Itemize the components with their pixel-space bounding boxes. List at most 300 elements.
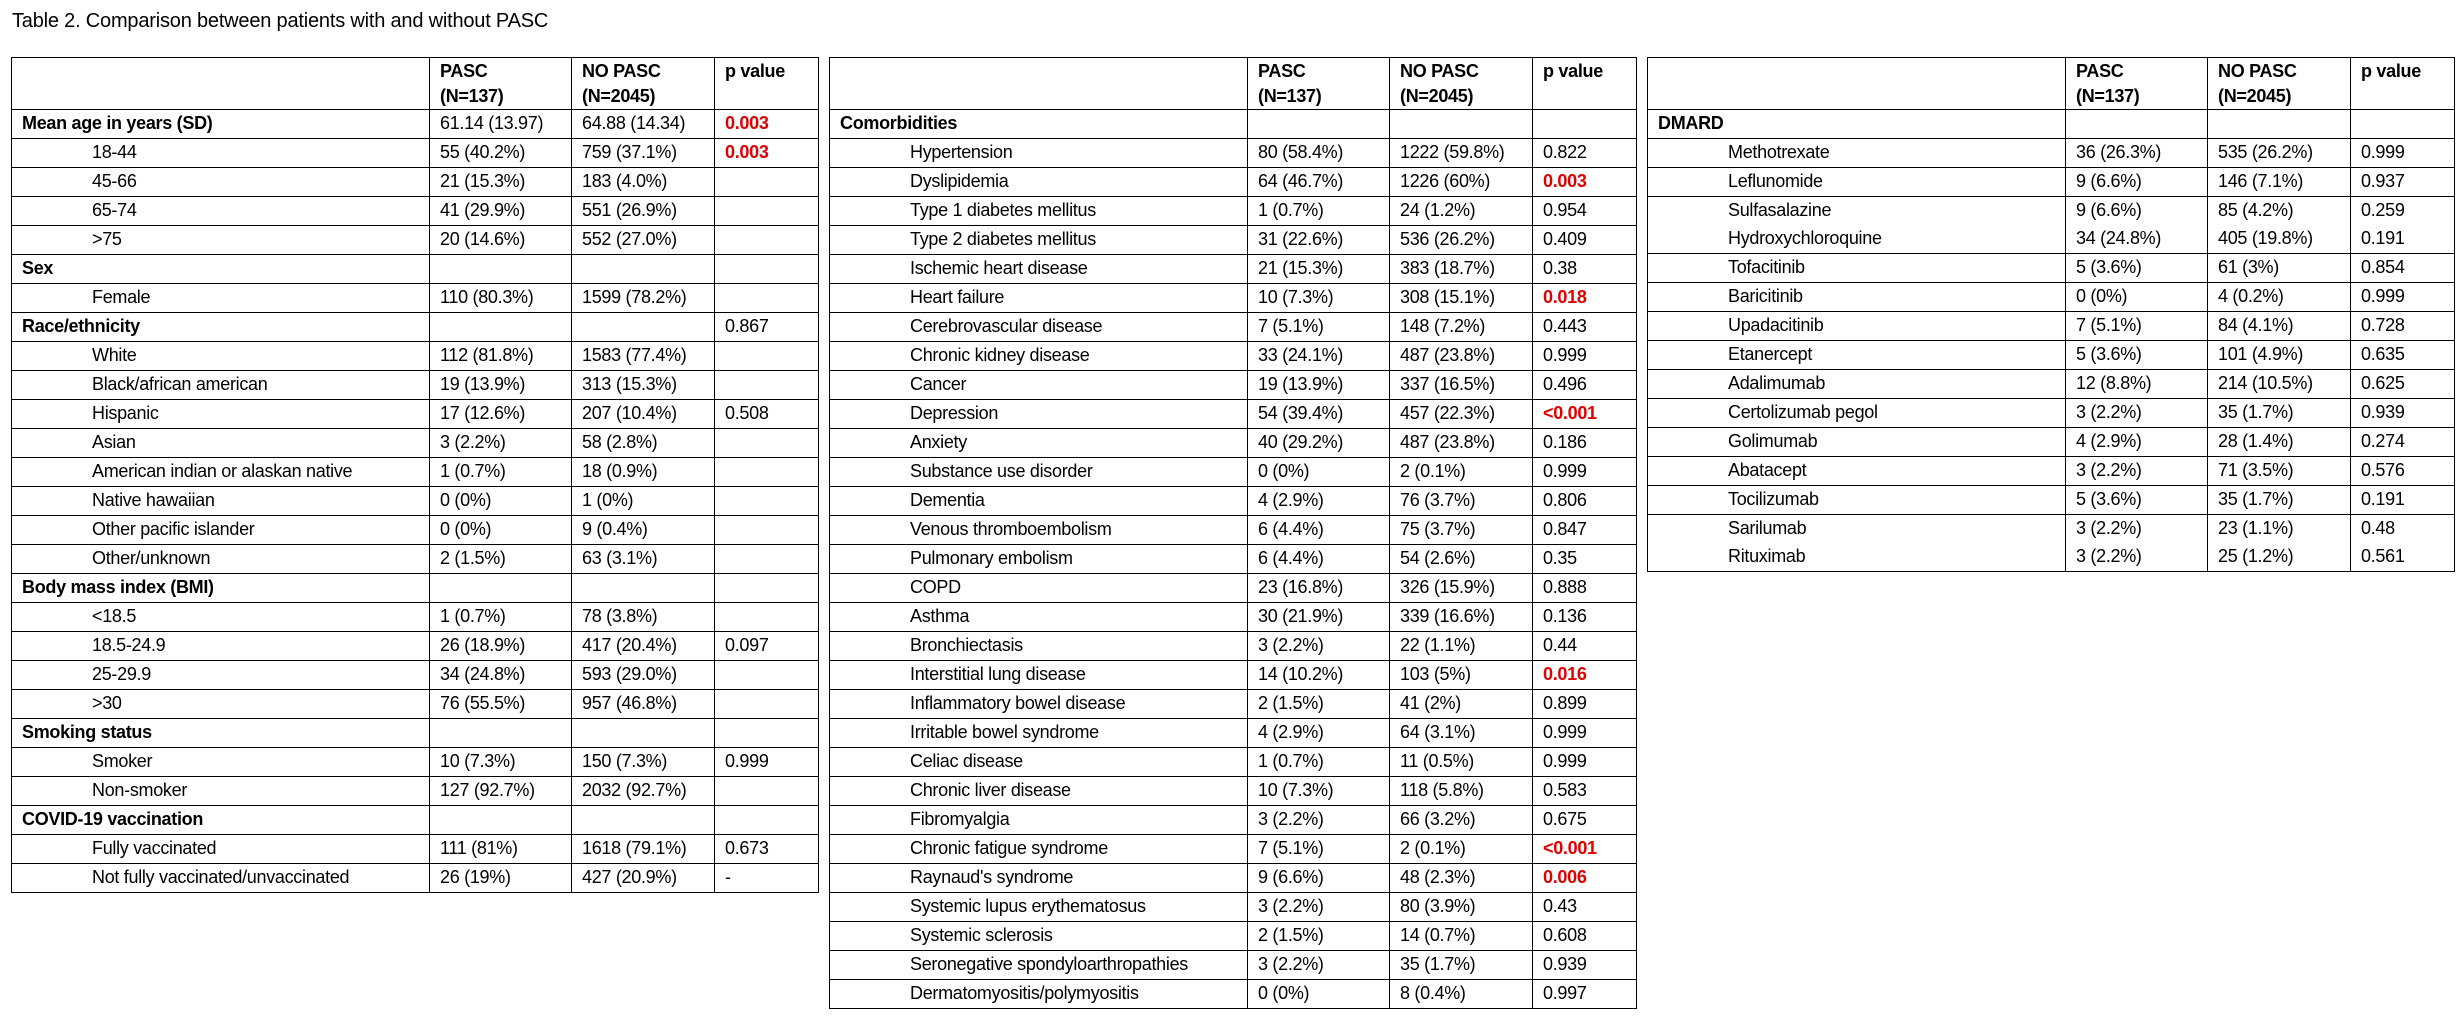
p-value: 0.48 bbox=[2351, 515, 2455, 544]
row-label: Dementia bbox=[830, 487, 1248, 516]
pasc-value: 21 (15.3%) bbox=[1248, 255, 1390, 284]
p-value: 0.409 bbox=[1533, 226, 1637, 255]
pasc-value: 5 (3.6%) bbox=[2066, 341, 2208, 370]
row-label: Dermatomyositis/polymyositis bbox=[830, 980, 1248, 1009]
p-value bbox=[715, 168, 819, 197]
no-pasc-value: 25 (1.2%) bbox=[2208, 543, 2351, 572]
table-row bbox=[830, 168, 1637, 197]
no-pasc-value: 536 (26.2%) bbox=[1390, 226, 1533, 255]
row-label: DMARD bbox=[1648, 110, 2066, 139]
row-label: Asthma bbox=[830, 603, 1248, 632]
no-pasc-value: 1599 (78.2%) bbox=[572, 284, 715, 313]
pasc-value: 7 (5.1%) bbox=[1248, 835, 1390, 864]
table-row bbox=[830, 980, 1637, 1009]
table-row bbox=[1648, 399, 2455, 428]
category-row bbox=[12, 313, 819, 342]
pasc-value: 4 (2.9%) bbox=[1248, 487, 1390, 516]
header-p-value-line: p value bbox=[1543, 61, 1603, 81]
no-pasc-value: 9 (0.4%) bbox=[572, 516, 715, 545]
no-pasc-value: 551 (26.9%) bbox=[572, 197, 715, 226]
pasc-value: 1 (0.7%) bbox=[430, 603, 572, 632]
p-value: 0.854 bbox=[2351, 254, 2455, 283]
pasc-value bbox=[430, 719, 572, 748]
p-value: 0.675 bbox=[1533, 806, 1637, 835]
table-row bbox=[12, 284, 819, 313]
row-label: Mean age in years (SD) bbox=[12, 110, 430, 139]
table-row bbox=[1648, 341, 2455, 370]
no-pasc-value: 14 (0.7%) bbox=[1390, 922, 1533, 951]
row-label: Methotrexate bbox=[1648, 139, 2066, 168]
row-label: Upadacitinib bbox=[1648, 312, 2066, 341]
row-label: Asian bbox=[12, 429, 430, 458]
p-value: 0.635 bbox=[2351, 341, 2455, 370]
no-pasc-value: 8 (0.4%) bbox=[1390, 980, 1533, 1009]
p-value: 0.999 bbox=[1533, 342, 1637, 371]
row-label: Etanercept bbox=[1648, 341, 2066, 370]
category-row bbox=[12, 719, 819, 748]
row-label: Cerebrovascular disease bbox=[830, 313, 1248, 342]
row-label: Seronegative spondyloarthropathies bbox=[830, 951, 1248, 980]
header-no-pasc-line: (N=2045) bbox=[2218, 86, 2292, 106]
pasc-value: 40 (29.2%) bbox=[1248, 429, 1390, 458]
p-value: 0.443 bbox=[1533, 313, 1637, 342]
row-label: Comorbidities bbox=[830, 110, 1248, 139]
pasc-value: 1 (0.7%) bbox=[1248, 197, 1390, 226]
p-value: 0.186 bbox=[1533, 429, 1637, 458]
table-row bbox=[830, 719, 1637, 748]
row-label: Bronchiectasis bbox=[830, 632, 1248, 661]
p-value: 0.136 bbox=[1533, 603, 1637, 632]
table-row bbox=[1648, 486, 2455, 515]
header-variable bbox=[830, 58, 1248, 110]
pasc-value: 3 (2.2%) bbox=[2066, 543, 2208, 572]
p-value bbox=[715, 371, 819, 400]
no-pasc-value: 535 (26.2%) bbox=[2208, 139, 2351, 168]
no-pasc-value: 207 (10.4%) bbox=[572, 400, 715, 429]
p-value bbox=[715, 255, 819, 284]
row-label: 25-29.9 bbox=[12, 661, 430, 690]
table-row bbox=[12, 197, 819, 226]
no-pasc-value: 101 (4.9%) bbox=[2208, 341, 2351, 370]
pasc-value: 127 (92.7%) bbox=[430, 777, 572, 806]
row-label: Other/unknown bbox=[12, 545, 430, 574]
no-pasc-value: 71 (3.5%) bbox=[2208, 457, 2351, 486]
row-label: COVID-19 vaccination bbox=[12, 806, 430, 835]
header-p-value-line: p value bbox=[2361, 61, 2421, 81]
header-pasc bbox=[1248, 58, 1390, 110]
table-row bbox=[830, 284, 1637, 313]
pasc-value: 41 (29.9%) bbox=[430, 197, 572, 226]
p-value: 0.35 bbox=[1533, 545, 1637, 574]
pasc-value: 3 (2.2%) bbox=[2066, 399, 2208, 428]
pasc-value: 4 (2.9%) bbox=[2066, 428, 2208, 457]
table-row bbox=[830, 197, 1637, 226]
header-pasc-line: (N=137) bbox=[1258, 86, 1322, 106]
no-pasc-value bbox=[572, 806, 715, 835]
p-value bbox=[715, 458, 819, 487]
p-value: 0.496 bbox=[1533, 371, 1637, 400]
p-value: 0.274 bbox=[2351, 428, 2455, 457]
row-label: Hypertension bbox=[830, 139, 1248, 168]
table-row bbox=[830, 632, 1637, 661]
dmard-table bbox=[1647, 57, 2455, 572]
pasc-value: 4 (2.9%) bbox=[1248, 719, 1390, 748]
pasc-value: 5 (3.6%) bbox=[2066, 486, 2208, 515]
header-no-pasc bbox=[1390, 58, 1533, 110]
pasc-value: 7 (5.1%) bbox=[2066, 312, 2208, 341]
no-pasc-value: 383 (18.7%) bbox=[1390, 255, 1533, 284]
row-label: Inflammatory bowel disease bbox=[830, 690, 1248, 719]
row-label: Chronic kidney disease bbox=[830, 342, 1248, 371]
table-row bbox=[1648, 254, 2455, 283]
pasc-value: 9 (6.6%) bbox=[1248, 864, 1390, 893]
no-pasc-value: 1583 (77.4%) bbox=[572, 342, 715, 371]
row-label: 18.5-24.9 bbox=[12, 632, 430, 661]
category-row bbox=[12, 806, 819, 835]
no-pasc-value: 457 (22.3%) bbox=[1390, 400, 1533, 429]
no-pasc-value: 35 (1.7%) bbox=[2208, 486, 2351, 515]
header-variable bbox=[12, 58, 430, 110]
category-row bbox=[12, 110, 819, 139]
table-row bbox=[12, 603, 819, 632]
table-row bbox=[830, 951, 1637, 980]
table-row bbox=[830, 516, 1637, 545]
row-label: Depression bbox=[830, 400, 1248, 429]
header-p-value bbox=[2351, 58, 2455, 110]
demographics-table bbox=[11, 57, 819, 893]
header-p-value bbox=[1533, 58, 1637, 110]
no-pasc-value: 85 (4.2%) bbox=[2208, 197, 2351, 226]
pasc-value: 3 (2.2%) bbox=[430, 429, 572, 458]
row-label: Hispanic bbox=[12, 400, 430, 429]
pasc-value: 21 (15.3%) bbox=[430, 168, 572, 197]
header-no-pasc-line: NO PASC bbox=[582, 61, 661, 81]
no-pasc-value: 58 (2.8%) bbox=[572, 429, 715, 458]
row-label: Raynaud's syndrome bbox=[830, 864, 1248, 893]
no-pasc-value: 487 (23.8%) bbox=[1390, 429, 1533, 458]
no-pasc-value: 183 (4.0%) bbox=[572, 168, 715, 197]
pasc-value: 36 (26.3%) bbox=[2066, 139, 2208, 168]
row-label: Irritable bowel syndrome bbox=[830, 719, 1248, 748]
p-value: 0.806 bbox=[1533, 487, 1637, 516]
no-pasc-value: 75 (3.7%) bbox=[1390, 516, 1533, 545]
table-row bbox=[12, 777, 819, 806]
header-no-pasc-line: NO PASC bbox=[1400, 61, 1479, 81]
no-pasc-value: 313 (15.3%) bbox=[572, 371, 715, 400]
row-label: Body mass index (BMI) bbox=[12, 574, 430, 603]
table-row bbox=[830, 400, 1637, 429]
table-row bbox=[1648, 283, 2455, 312]
table-row bbox=[830, 777, 1637, 806]
row-label: Hydroxychloroquine bbox=[1648, 225, 2066, 254]
header-pasc bbox=[2066, 58, 2208, 110]
p-value bbox=[715, 603, 819, 632]
no-pasc-value: 64 (3.1%) bbox=[1390, 719, 1533, 748]
table-row bbox=[12, 458, 819, 487]
no-pasc-value: 326 (15.9%) bbox=[1390, 574, 1533, 603]
row-label: Tocilizumab bbox=[1648, 486, 2066, 515]
table-row bbox=[1648, 197, 2455, 226]
pasc-value: 34 (24.8%) bbox=[2066, 225, 2208, 254]
table-row bbox=[830, 342, 1637, 371]
p-value: 0.576 bbox=[2351, 457, 2455, 486]
no-pasc-value bbox=[572, 313, 715, 342]
p-value: 0.999 bbox=[715, 748, 819, 777]
row-label: Interstitial lung disease bbox=[830, 661, 1248, 690]
table-row bbox=[12, 835, 819, 864]
table-row bbox=[12, 429, 819, 458]
table-row bbox=[830, 545, 1637, 574]
no-pasc-value: 66 (3.2%) bbox=[1390, 806, 1533, 835]
p-value bbox=[715, 226, 819, 255]
row-label: Ischemic heart disease bbox=[830, 255, 1248, 284]
p-value bbox=[715, 284, 819, 313]
header-variable bbox=[1648, 58, 2066, 110]
p-value-significant: 0.006 bbox=[1533, 864, 1637, 893]
no-pasc-value: 22 (1.1%) bbox=[1390, 632, 1533, 661]
pasc-value: 7 (5.1%) bbox=[1248, 313, 1390, 342]
p-value: 0.847 bbox=[1533, 516, 1637, 545]
table-row bbox=[830, 487, 1637, 516]
no-pasc-value bbox=[572, 574, 715, 603]
p-value: 0.191 bbox=[2351, 225, 2455, 254]
p-value: 0.728 bbox=[2351, 312, 2455, 341]
row-label: Adalimumab bbox=[1648, 370, 2066, 399]
p-value bbox=[715, 806, 819, 835]
table-row bbox=[830, 690, 1637, 719]
no-pasc-value: 593 (29.0%) bbox=[572, 661, 715, 690]
row-label: Not fully vaccinated/unvaccinated bbox=[12, 864, 430, 893]
p-value: 0.625 bbox=[2351, 370, 2455, 399]
header-no-pasc-line: (N=2045) bbox=[1400, 86, 1474, 106]
pasc-value: 0 (0%) bbox=[1248, 458, 1390, 487]
pasc-value: 20 (14.6%) bbox=[430, 226, 572, 255]
pasc-value bbox=[430, 255, 572, 284]
row-label: Pulmonary embolism bbox=[830, 545, 1248, 574]
row-label: Venous thromboembolism bbox=[830, 516, 1248, 545]
p-value-significant: 0.018 bbox=[1533, 284, 1637, 313]
p-value: 0.38 bbox=[1533, 255, 1637, 284]
pasc-value: 33 (24.1%) bbox=[1248, 342, 1390, 371]
no-pasc-value bbox=[572, 255, 715, 284]
p-value bbox=[715, 777, 819, 806]
row-label: Type 1 diabetes mellitus bbox=[830, 197, 1248, 226]
table-row bbox=[830, 835, 1637, 864]
p-value: 0.999 bbox=[2351, 283, 2455, 312]
table-row bbox=[12, 487, 819, 516]
no-pasc-value: 24 (1.2%) bbox=[1390, 197, 1533, 226]
no-pasc-value bbox=[572, 719, 715, 748]
no-pasc-value bbox=[2208, 110, 2351, 139]
p-value bbox=[1533, 110, 1637, 139]
pasc-value: 2 (1.5%) bbox=[1248, 690, 1390, 719]
pasc-value: 61.14 (13.97) bbox=[430, 110, 572, 139]
table-row bbox=[830, 893, 1637, 922]
row-label: Race/ethnicity bbox=[12, 313, 430, 342]
pasc-value: 55 (40.2%) bbox=[430, 139, 572, 168]
p-value bbox=[715, 574, 819, 603]
no-pasc-value: 339 (16.6%) bbox=[1390, 603, 1533, 632]
no-pasc-value: 2 (0.1%) bbox=[1390, 458, 1533, 487]
p-value bbox=[715, 342, 819, 371]
table-row bbox=[1648, 515, 2455, 544]
no-pasc-value: 405 (19.8%) bbox=[2208, 225, 2351, 254]
row-label: Chronic fatigue syndrome bbox=[830, 835, 1248, 864]
row-label: Non-smoker bbox=[12, 777, 430, 806]
no-pasc-value: 1 (0%) bbox=[572, 487, 715, 516]
p-value: 0.097 bbox=[715, 632, 819, 661]
header-pasc-line: PASC bbox=[2076, 61, 2124, 81]
no-pasc-value: 118 (5.8%) bbox=[1390, 777, 1533, 806]
row-label: Anxiety bbox=[830, 429, 1248, 458]
no-pasc-value: 78 (3.8%) bbox=[572, 603, 715, 632]
row-label: White bbox=[12, 342, 430, 371]
no-pasc-value: 1226 (60%) bbox=[1390, 168, 1533, 197]
table-row bbox=[1648, 312, 2455, 341]
pasc-value: 34 (24.8%) bbox=[430, 661, 572, 690]
p-value: 0.608 bbox=[1533, 922, 1637, 951]
row-label: Other pacific islander bbox=[12, 516, 430, 545]
pasc-value bbox=[1248, 110, 1390, 139]
p-value bbox=[715, 487, 819, 516]
table-row bbox=[1648, 428, 2455, 457]
no-pasc-value: 487 (23.8%) bbox=[1390, 342, 1533, 371]
row-label: American indian or alaskan native bbox=[12, 458, 430, 487]
p-value bbox=[715, 197, 819, 226]
pasc-value: 10 (7.3%) bbox=[430, 748, 572, 777]
no-pasc-value: 23 (1.1%) bbox=[2208, 515, 2351, 544]
header-no-pasc-line: (N=2045) bbox=[582, 86, 656, 106]
row-label: Cancer bbox=[830, 371, 1248, 400]
pasc-value: 0 (0%) bbox=[2066, 283, 2208, 312]
no-pasc-value: 41 (2%) bbox=[1390, 690, 1533, 719]
row-label: Systemic sclerosis bbox=[830, 922, 1248, 951]
row-label: Dyslipidemia bbox=[830, 168, 1248, 197]
pasc-value: 14 (10.2%) bbox=[1248, 661, 1390, 690]
pasc-value: 10 (7.3%) bbox=[1248, 284, 1390, 313]
row-label: COPD bbox=[830, 574, 1248, 603]
p-value: 0.937 bbox=[2351, 168, 2455, 197]
pasc-value: 0 (0%) bbox=[430, 516, 572, 545]
row-label: Tofacitinib bbox=[1648, 254, 2066, 283]
pasc-value: 12 (8.8%) bbox=[2066, 370, 2208, 399]
table-row bbox=[830, 139, 1637, 168]
p-value: 0.999 bbox=[1533, 748, 1637, 777]
header-pasc bbox=[430, 58, 572, 110]
table-row bbox=[12, 516, 819, 545]
row-label: Substance use disorder bbox=[830, 458, 1248, 487]
pasc-value: 2 (1.5%) bbox=[430, 545, 572, 574]
header-row bbox=[1648, 58, 2455, 110]
no-pasc-value: 76 (3.7%) bbox=[1390, 487, 1533, 516]
row-label: Native hawaiian bbox=[12, 487, 430, 516]
row-label: Female bbox=[12, 284, 430, 313]
p-value-significant: 0.003 bbox=[1533, 168, 1637, 197]
row-label: Type 2 diabetes mellitus bbox=[830, 226, 1248, 255]
pasc-value: 23 (16.8%) bbox=[1248, 574, 1390, 603]
pasc-value: 3 (2.2%) bbox=[2066, 457, 2208, 486]
p-value-significant: 0.003 bbox=[715, 110, 819, 139]
category-row bbox=[830, 110, 1637, 139]
no-pasc-value: 11 (0.5%) bbox=[1390, 748, 1533, 777]
p-value: 0.43 bbox=[1533, 893, 1637, 922]
row-label: Sex bbox=[12, 255, 430, 284]
header-p-value-line: p value bbox=[725, 61, 785, 81]
pasc-value: 0 (0%) bbox=[1248, 980, 1390, 1009]
pasc-value: 3 (2.2%) bbox=[1248, 951, 1390, 980]
table-row bbox=[830, 371, 1637, 400]
no-pasc-value: 427 (20.9%) bbox=[572, 864, 715, 893]
no-pasc-value: 28 (1.4%) bbox=[2208, 428, 2351, 457]
no-pasc-value: 54 (2.6%) bbox=[1390, 545, 1533, 574]
table-row bbox=[830, 922, 1637, 951]
no-pasc-value: 84 (4.1%) bbox=[2208, 312, 2351, 341]
table-row bbox=[830, 748, 1637, 777]
pasc-value bbox=[2066, 110, 2208, 139]
table-row bbox=[1648, 225, 2455, 254]
p-value: 0.191 bbox=[2351, 486, 2455, 515]
pasc-value: 2 (1.5%) bbox=[1248, 922, 1390, 951]
pasc-value: 3 (2.2%) bbox=[1248, 893, 1390, 922]
pasc-value: 26 (19%) bbox=[430, 864, 572, 893]
pasc-value: 10 (7.3%) bbox=[1248, 777, 1390, 806]
pasc-value: 76 (55.5%) bbox=[430, 690, 572, 719]
p-value-significant: 0.016 bbox=[1533, 661, 1637, 690]
pasc-value: 111 (81%) bbox=[430, 835, 572, 864]
table-row bbox=[830, 255, 1637, 284]
no-pasc-value: 1222 (59.8%) bbox=[1390, 139, 1533, 168]
table-row bbox=[12, 864, 819, 893]
no-pasc-value: 64.88 (14.34) bbox=[572, 110, 715, 139]
table-row bbox=[830, 313, 1637, 342]
p-value: 0.954 bbox=[1533, 197, 1637, 226]
table-row bbox=[830, 226, 1637, 255]
pasc-value: 80 (58.4%) bbox=[1248, 139, 1390, 168]
no-pasc-value: 4 (0.2%) bbox=[2208, 283, 2351, 312]
p-value bbox=[715, 661, 819, 690]
pasc-value: 26 (18.9%) bbox=[430, 632, 572, 661]
p-value: 0.899 bbox=[1533, 690, 1637, 719]
p-value: 0.508 bbox=[715, 400, 819, 429]
no-pasc-value: 308 (15.1%) bbox=[1390, 284, 1533, 313]
header-pasc-line: PASC bbox=[440, 61, 488, 81]
table-row bbox=[12, 690, 819, 719]
table-row bbox=[12, 400, 819, 429]
p-value: 0.673 bbox=[715, 835, 819, 864]
table-row bbox=[12, 342, 819, 371]
p-value-significant: 0.003 bbox=[715, 139, 819, 168]
pasc-value: 6 (4.4%) bbox=[1248, 516, 1390, 545]
pasc-value: 6 (4.4%) bbox=[1248, 545, 1390, 574]
table-row bbox=[830, 806, 1637, 835]
no-pasc-value: 80 (3.9%) bbox=[1390, 893, 1533, 922]
table-row bbox=[12, 226, 819, 255]
row-label: >30 bbox=[12, 690, 430, 719]
table-row bbox=[830, 429, 1637, 458]
pasc-value: 31 (22.6%) bbox=[1248, 226, 1390, 255]
comorbidities-table bbox=[829, 57, 1637, 1009]
row-label: Rituximab bbox=[1648, 543, 2066, 572]
pasc-value bbox=[430, 574, 572, 603]
header-no-pasc bbox=[572, 58, 715, 110]
row-label: Baricitinib bbox=[1648, 283, 2066, 312]
pasc-value: 110 (80.3%) bbox=[430, 284, 572, 313]
row-label: 65-74 bbox=[12, 197, 430, 226]
pasc-value: 0 (0%) bbox=[430, 487, 572, 516]
no-pasc-value: 150 (7.3%) bbox=[572, 748, 715, 777]
header-row bbox=[830, 58, 1637, 110]
table-row bbox=[830, 864, 1637, 893]
